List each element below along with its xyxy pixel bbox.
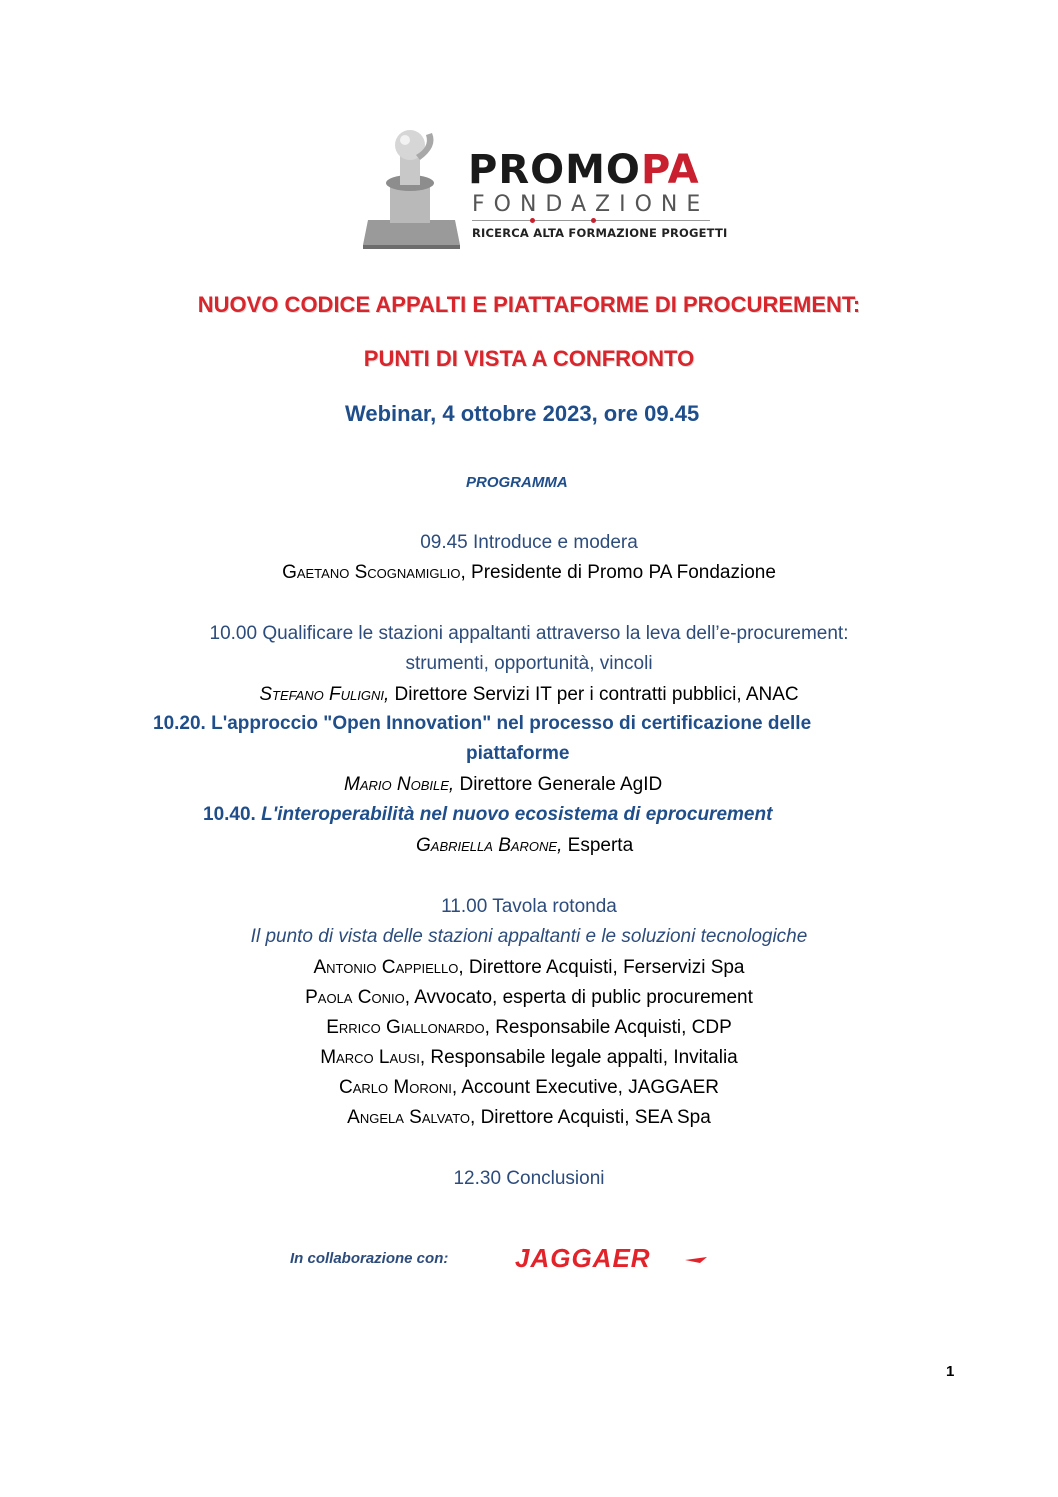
logo-subtitle: FONDAZIONE <box>472 192 710 217</box>
speaker: Gaetano Scognamiglio, Presidente di Promo PA Fondazione <box>282 562 776 583</box>
collaboration-label: In collaborazione con: <box>290 1250 449 1267</box>
session-title: 10.00 Qualificare le stazioni appaltanti attraverso la leva dell’e-procurement: <box>209 623 849 644</box>
event-date: Webinar, 4 ottobre 2023, ore 09.45 <box>345 401 700 426</box>
session-title: 09.45 Introduce e modera <box>420 532 638 553</box>
panelist: Errico Giallonardo, Responsabile Acquisti, CDP <box>326 1017 732 1038</box>
session-title: 11.00 Tavola rotonda <box>441 896 617 917</box>
document-title-line1: NUOVO CODICE APPALTI E PIATTAFORME DI PROCUREMENT: <box>197 292 861 317</box>
panelist: Carlo Moroni, Account Executive, JAGGAER <box>338 1077 719 1098</box>
session-title: 12.30 Conclusioni <box>453 1168 605 1189</box>
panelist: Antonio Cappiello, Direttore Acquisti, Ferservizi Spa <box>313 957 745 978</box>
programma-heading: PROGRAMMA <box>466 474 568 491</box>
session-title: 10.40. L'interoperabilità nel nuovo ecosistema di eprocurement <box>203 804 773 825</box>
panelist: Angela Salvato, Direttore Acquisti, SEA Spa <box>347 1107 711 1128</box>
speaker: Mario Nobile, Direttore Generale AgID <box>344 774 663 795</box>
jaggaer-logo <box>515 1243 715 1275</box>
speaker: Stefano Fuligni, Direttore Servizi IT per i contratti pubblici, ANAC <box>259 684 799 705</box>
logo-tagline: RICERCA ALTA FORMAZIONE PROGETTI <box>472 226 728 240</box>
logo-wordmark: PROMOPA <box>468 147 700 193</box>
speaker: Gabriella Barone, Esperta <box>416 835 634 856</box>
session-title: 10.20. L'approccio "Open Innovation" nel processo di certificazione delle <box>153 713 812 734</box>
session-title-cont: strumenti, opportunità, vincoli <box>405 653 653 674</box>
logo-dot <box>591 218 596 223</box>
logo-dot <box>530 218 535 223</box>
panelist: Marco Lausi, Responsabile legale appalti, Invitalia <box>320 1047 738 1068</box>
page-number: 1 <box>946 1363 955 1380</box>
panelist: Paola Conio, Avvocato, esperta di public procurement <box>305 987 753 1008</box>
arrow-icon <box>685 1257 707 1263</box>
chess-pawn-statue-icon <box>360 125 470 250</box>
jaggaer-wordmark: JAGGAER <box>515 1243 651 1273</box>
session-title-cont: piattaforme <box>466 743 570 764</box>
promopa-logo <box>360 120 740 260</box>
document-title-line2: PUNTI DI VISTA A CONFRONTO <box>363 346 695 371</box>
session-subtitle: Il punto di vista delle stazioni appaltanti e le soluzioni tecnologiche <box>250 926 808 947</box>
